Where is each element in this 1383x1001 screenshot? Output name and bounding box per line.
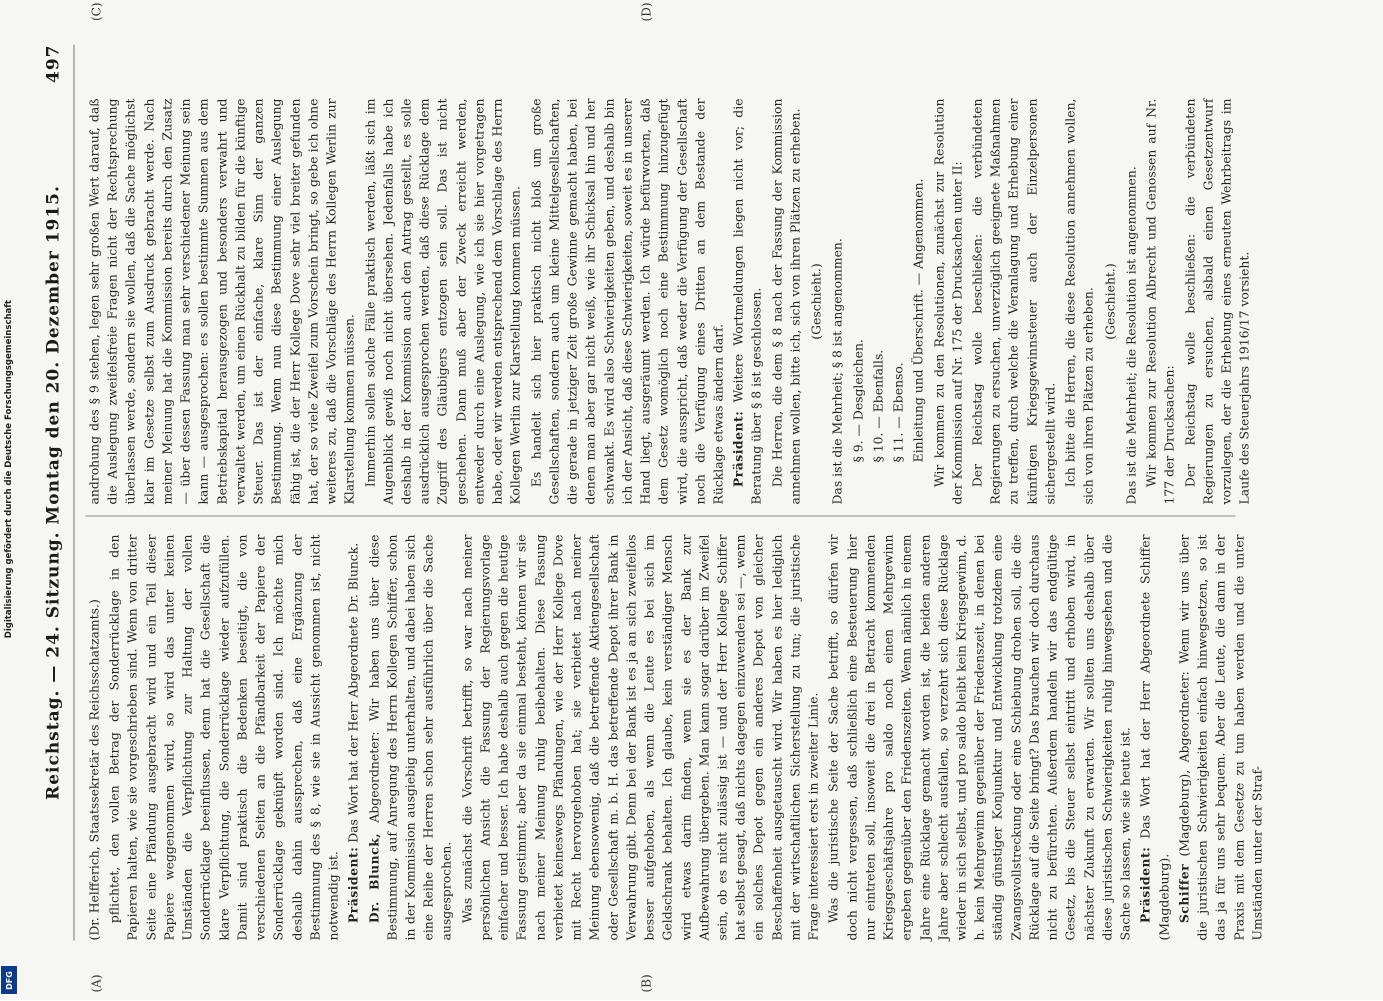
digitization-credit: Digitalisierung gefördert durch die Deutsche Forschungsgemeinschaft	[4, 300, 14, 639]
text-paragraph: Das ist die Mehrheit; § 8 ist angenommen.	[829, 238, 845, 505]
dfg-logo-text: DFG	[4, 970, 14, 990]
text-paragraph: Das ist die Mehrheit; die Resolution ist angenommen.	[1123, 166, 1139, 505]
page-number: 497	[43, 44, 64, 83]
margin-label-a: (A)	[89, 974, 104, 993]
stage-direction: (Geschieht.)	[808, 263, 824, 340]
speaker-paragraph	[1175, 535, 1266, 941]
text-paragraph: Immerhin sollen solche Fälle praktisch werden, läßt sich im Augenblick gewiß noch nicht übersehen. Jedenfalls habe ich deshalb in der Kommission auch den Antrag gestellt, es solle ausdrücklich ausgesprochen werden, daß diese Rücklage dem Zugriff des Gläubigers entzogen sein soll. Das ist nicht geschehen. Dann muß aber der Zweck erreicht werden, entweder durch eine Auslegung, wie ich sie hier vorgetragen habe, oder wir werden entsprechend dem Vorschlage des Herrn Kollegen Werlin zur Klarstellung kommen müssen.	[362, 98, 523, 505]
section-item: § 11. — Ebenso.	[890, 362, 906, 463]
text-paragraph: Der Reichstag wolle beschließen: die verbündeten Regierungen zu ersuchen, unverzüglich geeignete Maßnahmen zu treffen, durch welche die Veranlagung und Erhebung einer künftigen Kriegsgewinnsteuer auch der Einzelpersonen sichergestellt wird.	[969, 98, 1058, 505]
text-paragraph: Die Herren, die dem § 8 nach der Fassung der Kommission annehmen wollen, bitte ich, sich von ihren Plätzen zu erheben.	[769, 98, 803, 505]
speaker-name: Präsident:	[730, 410, 746, 488]
section-item: § 9. — Desgleichen.	[850, 339, 866, 463]
speaker-name: Präsident:	[345, 846, 361, 924]
text-paragraph: Der Reichstag wolle beschließen: die verbündeten Regierungen zu ersuchen, alsbald einen Gesetzentwurf vorzulegen, der die Erhebung eines erneuten Wehrbeitrags im Laufe des Steuerjahrs 1916/17 vorsieht.	[1182, 98, 1252, 505]
dfg-logo	[1, 966, 17, 994]
speaker-name: Präsident:	[1137, 846, 1153, 924]
stage-direction: (Geschieht.)	[1102, 263, 1118, 340]
text-paragraph: (Dr. Helfferich, Staatssekretär des Reichsschatzamts.)	[86, 599, 102, 941]
speaker-paragraph	[1137, 535, 1173, 941]
page-header	[40, 45, 75, 941]
text-paragraph: Was zunächst die Vorschrift betrifft, so war nach meiner persönlichen Ansicht die Fassung der Regierungsvorlage einfacher und besser. Ich habe deshalb auch gegen die heutige Fassung gestimmt; aber da sie einmal besteht, können wir sie nach meiner Meinung ruhig beibehalten. Diese Fassung verbietet keineswegs Pfändungen, wie der Herr Kollege Dove mit Recht hervorgehoben hat; sie verbietet nach meiner Meinung ebensowenig, daß die betreffende Aktiengesellschaft oder Gesellschaft m. b. H. das betreffende Depot ihrer Bank in Verwahrung gibt. Denn bei der Bank ist es ja an sich zweifellos besser aufgehoben, als wenn die Leute es bei sich im Geldschrank behalten. Ich glaube, kein verständiger Mensch wird etwas darin finden, wenn sie es der Bank zur Aufbewahrung übergeben. Man kann sogar darüber im Zweifel sein, ob es nicht zulässig ist — und der Herr Kollege Schiffer hat selbst gesagt, daß nichts dagegen einzuwenden sei —, wenn ein solches Depot gegen ein anderes Depot von gleicher Beschaffenheit ausgetauscht wird. Wir haben es hier lediglich mit der wirtschaftlichen Sicherstellung zu tun; die juristische Frage interessiert erst in zweiter Linie.	[459, 534, 821, 941]
text-paragraph: pflichtet, den vollen Betrag der Sonderrücklage in den Papieren halten, wie sie vorgeschrieben sind. Wenn von dritter Seite eine Pfändung ausgebracht wird und ein Teil dieser Papiere weggenommen wird, so wird das unter keinen Umständen die Verpflichtung zur Haltung der vollen Sonderrücklage beeinflussen, denn hat die Gesellschaft die klare Verpflichtung, die Sonderrücklage wieder aufzufüllen. Damit sind praktisch die Bedenken beseitigt, die von verschiedenen Seiten an die Pfändbarkeit der Papiere der Sonderrücklage geknüpft worden sind. Ich möchte mich deshalb dahin aussprechen, daß eine Ergänzung der Bestimmung des § 8, wie sie in Aussicht genommen ist, nicht notwendig ist.	[106, 534, 341, 941]
margin-label-d: (D)	[639, 2, 654, 22]
speaker-name: Dr. Blunck,	[366, 832, 382, 924]
margin-label-b: (B)	[639, 974, 654, 993]
margin-label-c: (C)	[89, 2, 104, 22]
text-paragraph: Wir kommen zu den Resolutionen, zunächst zur Resolution der Kommission auf Nr. 175 der Drucksachen unter II:	[931, 98, 965, 505]
left-text-column	[86, 534, 1265, 941]
text-paragraph: Wir kommen zur Resolution Albrecht und Genossen auf Nr. 177 der Drucksachen:	[1143, 98, 1177, 505]
section-item: § 10. — Ebenfalls.	[870, 349, 886, 463]
text-paragraph: Es handelt sich hier praktisch nicht bloß um große Gesellschaften, sondern auch um kleine Mittelgesellschaften, die gerade in jetziger Zeit große Gewinne gemacht haben, bei denen man aber gar nicht weiß, wie ihr Schicksal hin und her schwankt. Es wird also Schwierigkeiten geben, und deshalb bin ich der Ansicht, daß diese Schwierigkeiten, soweit es in unserer Hand liegt, ausgeräumt werden. Ich würde befürworten, daß dem Gesetz womöglich noch eine Bestimmung hinzugefügt wird, die ausspricht, daß weder die Verfügung der Gesellschaft noch die Verfügung eines Dritten an dem Bestande der Rücklage etwas ändern darf.	[528, 98, 726, 505]
speech-text: Abgeordneter: Wir haben uns über diese Bestimmung, auf Anregung des Herrn Kollegen Schiffer, schon in der Kommission ausgiebig unterhalten, und dabei haben sich eine Reihe der Herren schon sehr ausführlich über die Sache ausgesprochen.	[366, 534, 454, 941]
speaker-paragraph	[345, 535, 363, 941]
speech-text: (Magdeburg), Abgeordneter: Wenn wir uns über die juristischen Schwierigkeiten einfach hinwegsetzen, so ist das ja für uns sehr bequem. Aber die Leute, die dann in der Praxis mit dem Gesetze zu tun haben werden und die unter Umständen unter der Straf-	[1176, 534, 1265, 941]
right-text-column	[86, 98, 1252, 505]
speech-text: Das Wort hat der Herr Abgeordnete Dr. Blunck.	[345, 542, 361, 843]
text-paragraph: Was die juristische Seite der Sache betrifft, so dürfen wir doch nicht vergessen, daß schließlich eine Besteuerung hier nur eintreten soll, insoweit die drei in Betracht kommenden Kriegsgeschäftsjahre pro saldo noch einen Mehrgewinn ergeben gegenüber den Friedenszeiten. Wenn nämlich in einem Jahre eine Rücklage gemacht worden ist, die beiden anderen Jahre aber schlecht ausfallen, so verzehrt sich diese Rücklage wieder in sich selbst, und pro saldo bleibt kein Kriegsgewinn, d. h. kein Mehrgewinn gegenüber der Friedenszeit, in denen bei ständig günstiger Konjunktur und Entwicklung trotzdem eine Zwangsvollstreckung oder eine Schiebung drohen soll, die die Rücklage auf die Seite bringt? Das brauchen wir doch durchaus nicht zu befürchten. Außerdem handeln wir das endgültige Gesetz, bis die Steuer selbst eintritt und erhoben wird, in nächster Zukunft zu erwarten. Wir sollten uns deshalb über diese juristischen Schwierigkeiten ruhig hinwegsehen und die Sache so lassen, wie sie heute ist.	[825, 534, 1133, 941]
header-title: Reichstag. — 24. Sitzung. Montag den 20. Dezember 1915.	[43, 185, 64, 800]
speaker-name: Schiffer	[1176, 863, 1192, 924]
column-divider	[86, 516, 1236, 517]
speaker-paragraph	[730, 99, 766, 505]
speech-text: Weitere Wortmeldungen liegen nicht vor; die Beratung über § 8 ist geschlossen.	[730, 98, 764, 505]
speech-text: Das Wort hat der Herr Abgeordnete Schiffer (Magdeburg).	[1137, 534, 1172, 941]
speaker-paragraph	[365, 535, 456, 941]
document-page	[0, 1, 1283, 1001]
section-item: Einleitung und Überschrift. — Angenommen.	[910, 178, 926, 463]
text-paragraph: androhung des § 9 stehen, legen sehr großen Wert darauf, daß die Auslegung zweifelsfreie Fragen nicht der Rechtsprechung überlassen werde, sondern sie wollen, daß die Sache möglichst klar im Gesetze selbst zum Ausdruck gebracht werde. Nach meiner Meinung hat die Kommission bereits durch den Zusatz — über dessen Fassung man sehr verschiedener Meinung sein kann — ausgesprochen: es sollen bestimmte Summen aus dem Betriebskapital herausgezogen und besonders verwahrt und verwaltet werden, um einen Rückhalt zu bilden für die künftige Steuer. Das ist der einfache, klare Sinn der ganzen Bestimmung. Wenn nun diese Bestimmung einer Auslegung fähig ist, die der Herr Kollege Dove sehr viel breiter gefunden hat, der so viele Zweifel zum Vorschein bringt, so gebe ich ohne weiteres zu, daß die Vorschläge des Herrn Kollegen Werlin zur Klarstellung kommen müssen.	[86, 98, 357, 505]
text-paragraph: Ich bitte die Herren, die diese Resolution annehmen wollen, sich von ihren Plätzen zu erheben.	[1062, 98, 1096, 505]
